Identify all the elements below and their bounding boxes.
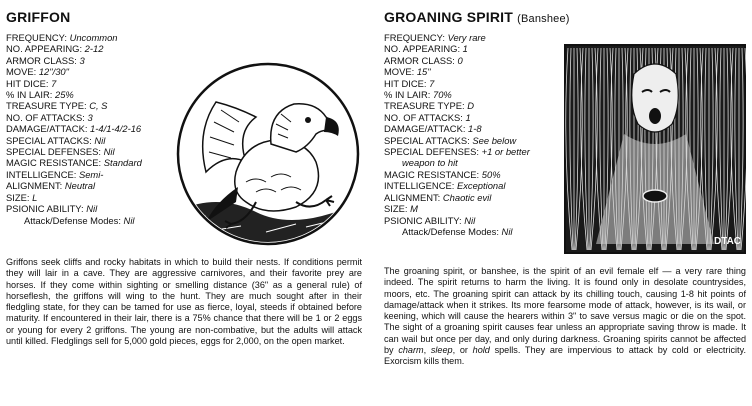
spirit-desc-sep-2: , or: [452, 345, 473, 356]
stat-value: D: [467, 100, 474, 112]
stat-row: [384, 89, 530, 100]
stat-value: 1: [462, 43, 468, 55]
stat-row: [6, 203, 142, 214]
stat-row: [6, 100, 142, 111]
stat-label: Attack/Defense Modes:: [24, 214, 121, 226]
stat-row: [6, 89, 142, 100]
spirit-desc-text-1: The groaning spirit, or banshee, is the spirit of an evil female elf — a very rare thing indeed. The spirit returns to harm the living. It is found only in desolate countrysides, moors, etc. The groaning spirit can attack by its chilling touch, causing 1-8 hit points of damage/attack when it strikes. Its more fearsome mode of attack, however, is its wail, or keening, which will cause the hearers within 3" to save versus magic or die on the spot. The sight of a groaning spirit causes fear unless an appropriate saving throw is made. It can wail but once per day, and only during darkness. Groaning spirits cannot be affected by: [384, 266, 746, 356]
stat-label: FREQUENCY:: [6, 32, 67, 43]
stat-value: Standard: [103, 157, 142, 169]
stat-row: [384, 123, 530, 134]
stat-label: PSIONIC ABILITY:: [6, 203, 84, 215]
stat-label: MAGIC RESISTANCE:: [6, 157, 102, 169]
stat-row: [6, 192, 142, 203]
stat-value: Semi-: [78, 168, 104, 180]
stat-row-defenses-cont: [384, 157, 530, 168]
stat-value: See below: [472, 134, 517, 146]
stat-value: 3: [79, 54, 85, 66]
stat-row: [384, 169, 530, 180]
stat-label: MOVE:: [384, 66, 415, 78]
stat-value: +1 or better: [481, 146, 530, 158]
stat-value: C, S: [89, 100, 108, 112]
stat-label: ARMOR CLASS:: [6, 54, 77, 66]
stat-label: DAMAGE/ATTACK:: [384, 123, 466, 135]
griffon-description: Griffons seek cliffs and rocky habitats in which to build their nests. If conditions permit they will lair in a cave. They are aggressive carnivores, and their favorite prey are horses. If they come within sighting or smelling distance (36" as a general rule) of horseflesh, the griffons will wing to the hunt. They are much sought after in their fledgling state, for they can be tamed for use as fierce, loyal, steeds if obtained before maturity. If encountered in their lair, there is a 75% chance that there will be 1 or 2 eggs or young for every 2 griffons. The young are non-combative, but the adults will attack until killed. Fledglings sell for 5,000 gold pieces, eggs for 2,000, on the open market.: [6, 257, 362, 347]
stat-row: [6, 43, 142, 54]
stat-row: [384, 100, 530, 111]
spirit-alt-name: (Banshee): [517, 13, 570, 25]
spirit-desc-sleep: sleep: [430, 345, 453, 356]
groaning-spirit-illustration: [564, 44, 746, 254]
spirit-desc-text-2: spells. They are impervious to attack by cold or electricity. Exorcism kills them.: [384, 345, 746, 367]
stat-label: SPECIAL ATTACKS:: [6, 134, 92, 146]
stat-label: % IN LAIR:: [6, 89, 53, 101]
stat-label: % IN LAIR:: [384, 89, 431, 101]
stat-row: [384, 43, 530, 54]
stat-label: FREQUENCY:: [384, 32, 445, 43]
stat-label: INTELLIGENCE:: [384, 180, 455, 192]
stat-label: SPECIAL DEFENSES:: [384, 146, 479, 158]
stat-row: [6, 78, 142, 89]
stat-label: Attack/Defense Modes:: [402, 225, 499, 237]
stat-value: 25%: [54, 89, 74, 101]
stat-label: ARMOR CLASS:: [384, 54, 455, 66]
stat-row: [6, 135, 142, 146]
stat-label: ALIGNMENT:: [6, 180, 63, 192]
stat-row: [6, 169, 142, 180]
stat-value: 1-8: [468, 123, 482, 135]
stat-value: Nil: [94, 134, 106, 146]
stat-value: M: [410, 203, 418, 215]
stat-row: [6, 32, 142, 43]
stat-value: 15": [416, 66, 431, 78]
stat-value: Nil: [86, 203, 98, 215]
griffon-title: GRIFFON: [6, 9, 71, 25]
stat-value: L: [32, 191, 38, 203]
griffon-illustration: [176, 62, 360, 246]
stat-value: 70%: [432, 89, 452, 101]
stat-row-modes: [384, 226, 530, 237]
stat-value: 12"/30": [38, 66, 69, 78]
griffon-stat-block: [6, 32, 142, 226]
stat-row: [384, 66, 530, 77]
spirit-desc-hold: hold: [472, 345, 490, 356]
stat-label: SIZE:: [384, 203, 408, 215]
stat-label: NO. APPEARING:: [6, 43, 83, 55]
stat-value: 50%: [481, 168, 501, 180]
stat-row: [384, 135, 530, 146]
stat-value: 0: [457, 54, 463, 66]
stat-value: Nil: [123, 214, 135, 226]
stat-row: [6, 180, 142, 191]
stat-value: 1-4/1-4/2-16: [90, 123, 142, 135]
stat-label: SIZE:: [6, 191, 30, 203]
stat-label: ALIGNMENT:: [384, 191, 441, 203]
spirit-description: [384, 266, 746, 368]
stat-value: weapon to hit: [402, 157, 458, 169]
stat-value: Nil: [464, 214, 476, 226]
stat-row: [384, 203, 530, 214]
stat-row: [6, 55, 142, 66]
stat-label: NO. OF ATTACKS:: [384, 111, 463, 123]
stat-row: [6, 157, 142, 168]
stat-label: TREASURE TYPE:: [384, 100, 465, 112]
stat-row: [384, 78, 530, 89]
stat-label: NO. OF ATTACKS:: [6, 111, 85, 123]
spirit-desc-charm: charm: [398, 345, 424, 356]
stat-value: 7: [51, 77, 57, 89]
stat-row: [6, 112, 142, 123]
stat-value: Nil: [103, 146, 115, 158]
stat-label: NO. APPEARING:: [384, 43, 461, 55]
stat-row: [384, 112, 530, 123]
spirit-desc-sep-1: ,: [423, 345, 431, 356]
stat-row: [6, 123, 142, 134]
stat-value: Neutral: [64, 180, 96, 192]
stat-label: HIT DICE:: [6, 77, 49, 89]
stat-value: 2-12: [84, 43, 104, 55]
stat-value: 7: [429, 77, 435, 89]
spirit-stat-block: [384, 32, 530, 237]
stat-value: Very rare: [447, 32, 486, 43]
stat-label: INTELLIGENCE:: [6, 168, 77, 180]
stat-label: DAMAGE/ATTACK:: [6, 123, 88, 135]
stat-value: 3: [87, 111, 93, 123]
stat-row: [6, 146, 142, 157]
spirit-title: [384, 9, 570, 25]
stat-label: MAGIC RESISTANCE:: [384, 168, 480, 180]
stat-label: SPECIAL ATTACKS:: [384, 134, 470, 146]
stat-value: Chaotic evil: [442, 191, 492, 203]
stat-value: 1: [465, 111, 471, 123]
stat-value: Exceptional: [456, 180, 506, 192]
stat-row: [384, 180, 530, 191]
artist-signature: DTAC: [714, 236, 742, 247]
stat-label: HIT DICE:: [384, 77, 427, 89]
stat-value: Nil: [501, 225, 513, 237]
stat-label: MOVE:: [6, 66, 37, 78]
spirit-name: GROANING SPIRIT: [384, 9, 514, 25]
stat-row: [384, 215, 530, 226]
stat-row: [384, 55, 530, 66]
stat-label: PSIONIC ABILITY:: [384, 214, 462, 226]
stat-row-modes: [6, 215, 142, 226]
stat-label: SPECIAL DEFENSES:: [6, 146, 101, 158]
stat-label: TREASURE TYPE:: [6, 100, 87, 112]
stat-value: Uncommon: [69, 32, 118, 43]
stat-row: [384, 32, 530, 43]
stat-row: [384, 146, 530, 157]
stat-row: [6, 66, 142, 77]
stat-row: [384, 192, 530, 203]
